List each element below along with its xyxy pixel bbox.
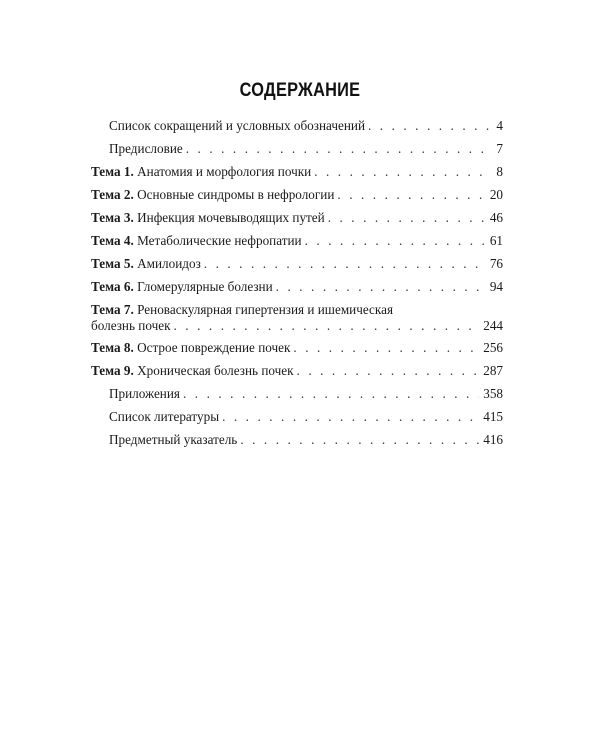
page-title: СОДЕРЖАНИЕ xyxy=(239,80,361,101)
leader-dots xyxy=(368,118,492,134)
toc-page-number: 256 xyxy=(483,340,503,355)
leader-dots xyxy=(222,409,479,425)
leader-dots xyxy=(305,233,486,249)
toc-entry-subject-index xyxy=(109,432,503,448)
leader-dots xyxy=(204,256,486,272)
toc-entry-abbreviations xyxy=(109,118,503,134)
toc-page-number: 415 xyxy=(483,409,503,424)
leader-dots xyxy=(186,141,493,157)
toc-entry-topic-6 xyxy=(91,279,503,295)
toc-entry-label-continued: болезнь почек xyxy=(91,318,171,333)
toc-entry-label: Список литературы xyxy=(109,409,220,424)
toc-entry-label: Приложения xyxy=(109,386,180,401)
toc-page-number: 8 xyxy=(496,164,503,179)
toc-entry-topic-8 xyxy=(91,340,503,356)
toc-topic-prefix: Тема 3. xyxy=(91,210,134,225)
toc-page-number: 4 xyxy=(496,118,503,133)
toc-topic-prefix: Тема 7. xyxy=(91,302,134,317)
toc-topic-prefix: Тема 5. xyxy=(91,256,134,271)
toc-entry-label: Предметный указатель xyxy=(109,432,238,447)
toc-entry-topic-7 xyxy=(91,318,503,334)
toc-entry-label: Гломерулярные болезни xyxy=(137,279,273,294)
toc-entry-topic-2 xyxy=(91,187,503,203)
leader-dots xyxy=(240,432,479,448)
toc-entry-label: Предисловие xyxy=(109,141,183,156)
toc-page-number: 61 xyxy=(489,233,503,248)
leader-dots xyxy=(293,340,479,356)
toc-entry-label: Инфекция мочевыводящих путей xyxy=(137,210,325,225)
toc-entry-topic-5 xyxy=(91,256,503,272)
toc-entry-preface xyxy=(109,141,503,157)
toc-page-number: 76 xyxy=(489,256,503,271)
toc-entry-topic-9 xyxy=(91,363,503,379)
leader-dots xyxy=(183,386,479,402)
toc-entry-references xyxy=(109,409,503,425)
toc-page-number: 287 xyxy=(483,363,503,378)
toc-entry-label: Анатомия и морфология почки xyxy=(137,164,312,179)
toc-entry-topic-1 xyxy=(91,164,503,180)
toc-entry-label: Список сокращений и условных обозначений xyxy=(109,118,365,133)
leader-dots xyxy=(328,210,486,226)
toc-page-number: 416 xyxy=(483,432,503,447)
toc-entry-label: Реноваскулярная гипертензия и ишемическая xyxy=(137,302,394,317)
leader-dots xyxy=(297,363,480,379)
toc-entry-topic-3 xyxy=(91,210,503,226)
toc-topic-prefix: Тема 9. xyxy=(91,363,134,378)
leader-dots xyxy=(174,318,480,334)
toc-entry-label: Хроническая болезнь почек xyxy=(137,363,294,378)
toc-entry-label: Острое повреждение почек xyxy=(137,340,291,355)
toc-entry-label: Метаболические нефропатии xyxy=(137,233,302,248)
toc-page-number: 244 xyxy=(483,318,503,333)
toc-topic-prefix: Тема 8. xyxy=(91,340,134,355)
leader-dots xyxy=(276,279,486,295)
toc-entry-topic-4 xyxy=(91,233,503,249)
toc-entry-appendices xyxy=(109,386,503,402)
toc-topic-prefix: Тема 4. xyxy=(91,233,134,248)
toc-page-number: 358 xyxy=(483,386,503,401)
toc-page-number: 7 xyxy=(496,141,503,156)
toc-topic-prefix: Тема 1. xyxy=(91,164,134,179)
toc-entry-label: Амилоидоз xyxy=(137,256,201,271)
toc-page-number: 46 xyxy=(489,210,503,225)
toc-entry-topic-7-line1 xyxy=(91,302,503,318)
toc-entry-label: Основные синдромы в нефрологии xyxy=(137,187,335,202)
toc-topic-prefix: Тема 6. xyxy=(91,279,134,294)
toc-page-number: 94 xyxy=(489,279,503,294)
toc-topic-prefix: Тема 2. xyxy=(91,187,134,202)
toc-page-number: 20 xyxy=(489,187,503,202)
leader-dots xyxy=(337,187,485,203)
leader-dots xyxy=(314,164,492,180)
